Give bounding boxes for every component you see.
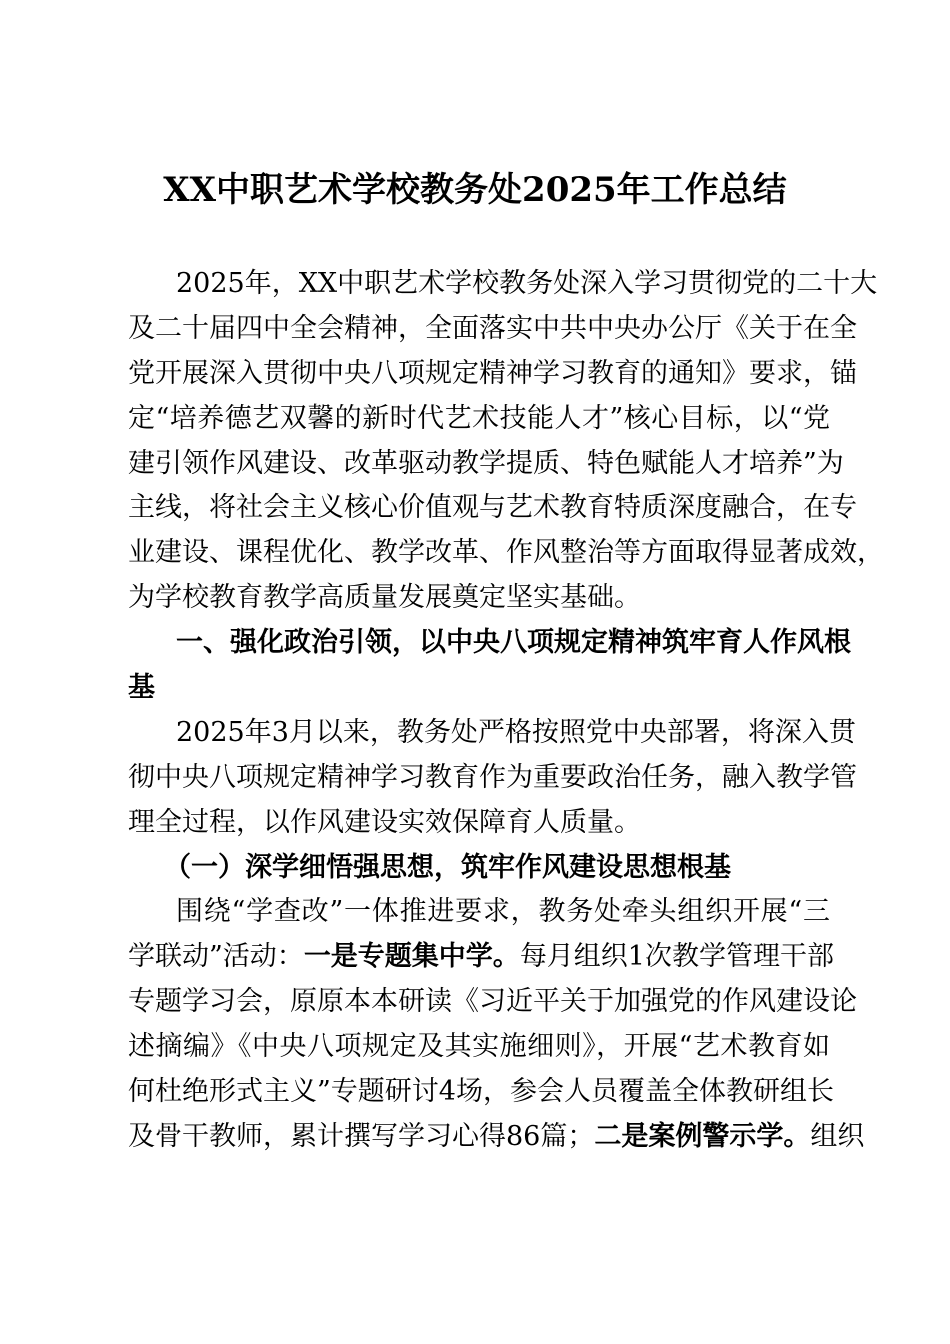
subsection-heading-line [128, 846, 830, 891]
paragraph-line [128, 1115, 865, 1160]
bold-phrase: 二是案例警示学。 [594, 1120, 811, 1152]
paragraph-line [128, 801, 830, 846]
text-segment: 理全过程，以作风建设实效保障育人质量。 [128, 806, 641, 838]
text-segment: 为学校教育教学高质量发展奠定坚实基础。 [128, 582, 641, 614]
document-body [128, 262, 884, 1160]
section-heading-line [128, 666, 830, 711]
text-segment: 建引领作风建设、改革驱动教学提质、特色赋能人才培养”为 [128, 447, 844, 479]
paragraph-line [128, 307, 857, 352]
paragraph-line [128, 576, 830, 621]
paragraph-line [128, 935, 834, 980]
text-segment: 围绕“学查改”一体推进要求，教务处牵头组织开展“三 [176, 896, 830, 928]
text-segment: （一）深学细悟强思想，筑牢作风建设思想根基 [164, 851, 731, 883]
text-segment: 彻中央八项规定精神学习教育作为重要政治任务，融入教学管 [128, 761, 857, 793]
text-segment: 业建设、课程优化、教学改革、作风整治等方面取得显著成效， [128, 537, 884, 569]
text-segment: 及二十届四中全会精神，全面落实中共中央办公厅《关于在全 [128, 312, 857, 344]
paragraph-line [128, 262, 878, 307]
text-segment: 述摘编》《中央八项规定及其实施细则》，开展“艺术教育如 [128, 1031, 830, 1063]
text-segment: 一、强化政治引领，以中央八项规定精神筑牢育人作风根 [176, 627, 851, 659]
paragraph-line [128, 531, 884, 576]
text-segment: 党开展深入贯彻中央八项规定精神学习教育的通知》要求，锚 [128, 357, 857, 389]
text-segment: 2025年3月以来，教务处严格按照党中央部署，将深入贯 [176, 716, 856, 748]
document-title: XX中职艺术学校教务处2025年工作总结 [163, 170, 787, 210]
paragraph-line [128, 890, 830, 935]
text-segment: 及骨干教师，累计撰写学习心得86篇； [128, 1120, 595, 1152]
paragraph-line [128, 397, 830, 442]
paragraph-line [128, 756, 857, 801]
bold-phrase: 一是专题集中学。 [303, 941, 520, 973]
text-segment: 基 [128, 672, 155, 704]
text-segment: 专题学习会，原原本本研读《习近平关于加强党的作风建设论 [128, 986, 857, 1018]
paragraph-line [128, 980, 857, 1025]
text-segment: 学联动”活动： [128, 941, 304, 973]
paragraph-line [128, 442, 844, 487]
section-heading-line [128, 621, 851, 666]
text-segment: 何杜绝形式主义”专题研讨4场，参会人员覆盖全体教研组长 [128, 1076, 834, 1108]
paragraph-line [128, 1025, 830, 1070]
paragraph-line [128, 352, 857, 397]
text-segment: 2025年，XX中职艺术学校教务处深入学习贯彻党的二十大 [176, 268, 878, 299]
text-segment: 每月组织1次教学管理干部 [519, 941, 834, 973]
paragraph-line [128, 486, 857, 531]
paragraph-line [128, 1070, 834, 1115]
text-segment: 主线，将社会主义核心价值观与艺术教育特质深度融合，在专 [128, 492, 857, 524]
paragraph-line [128, 711, 856, 756]
text-segment: 组织 [810, 1120, 865, 1152]
text-segment: 定“培养德艺双馨的新时代艺术技能人才”核心目标，以“党 [128, 402, 830, 434]
